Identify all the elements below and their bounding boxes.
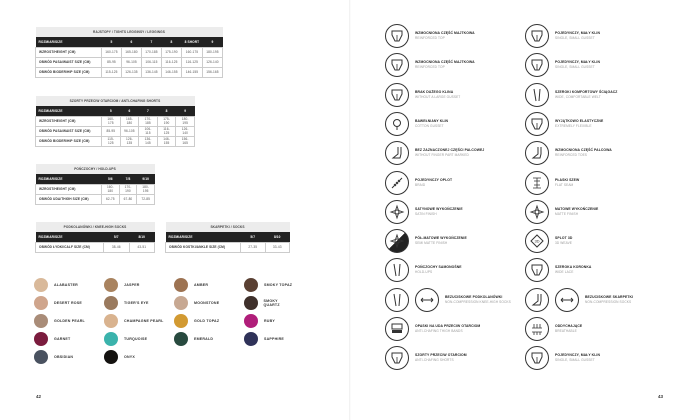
cell: 115-125 — [102, 67, 122, 77]
feature-label-pl: WYJĄTKOWO ELASTYCZNE — [555, 118, 604, 123]
feature-label-en: WITHOUT FINGER PART MARKED — [415, 153, 469, 158]
cell: 116-125 — [181, 57, 202, 67]
breathable-icon — [525, 317, 549, 341]
page-number: 43 — [658, 394, 664, 399]
color-dot — [34, 278, 48, 292]
cell: 175-190 — [157, 116, 176, 126]
cell: 160-175 — [181, 47, 202, 57]
color-name: SAPPHIRE — [264, 337, 284, 341]
table-caption: PODKOLANÓWKI / KNEE-HIGH SOCKS — [36, 222, 155, 232]
feature-label-en: EXTREMELY FLEXIBLE — [555, 123, 592, 128]
color-dot — [104, 278, 118, 292]
cell: 170-185 — [139, 116, 158, 126]
table-row — [36, 136, 195, 146]
color-swatch — [34, 350, 73, 364]
cell: 156-165 — [202, 67, 222, 77]
color-name: SMOKY QUARTZ — [263, 299, 280, 307]
cell: 175-190 — [161, 47, 181, 57]
cell: 67-80 — [119, 194, 137, 204]
feature-label-en: REINFORCED TOP — [415, 36, 445, 40]
cell: 126-135 — [120, 136, 139, 146]
table-row — [36, 57, 223, 67]
feature-label-en: MATTE FINISH — [555, 211, 579, 216]
header-cell: 8/10 — [129, 232, 155, 242]
feature-label-en: NON-COMPRESSION SOCKS — [585, 299, 632, 304]
feature-item — [385, 317, 480, 341]
color-name: TIGER'S EYE — [124, 301, 149, 305]
feature-label-en: REINFORCED TOES — [555, 153, 588, 158]
color-dot — [244, 278, 258, 292]
color-name: EMERALD — [194, 337, 214, 341]
cell: 96-105 — [120, 126, 139, 136]
feature-item — [525, 141, 612, 165]
socks-size-table — [165, 222, 290, 253]
feature-label-en: SINGLE, SMALL GUSSET — [555, 65, 595, 70]
table-row — [36, 116, 195, 126]
feature-label-en: ANTI-CHAFING THIGH BANDS — [415, 329, 463, 333]
satin-sparkle-icon — [385, 200, 409, 224]
cell: 146-155 — [181, 67, 202, 77]
feature-label-pl: WZMOCNIONA CZĘŚĆ MAJTKOWA — [415, 31, 475, 35]
color-name: GOLDEN PEARL — [54, 319, 85, 323]
color-name: JASPER — [124, 283, 140, 287]
foot-icon — [385, 141, 409, 165]
color-name: RUBY — [264, 319, 275, 323]
cell: 126-140 — [176, 126, 195, 136]
header-cell: ROZMIAR/SIZE — [36, 37, 102, 47]
color-name: TURQUOISE — [124, 337, 148, 341]
feature-label-pl: POJEDYNCZY, MAŁY KLIN — [555, 31, 600, 35]
header-cell: 5 — [102, 37, 122, 47]
color-dot — [174, 332, 188, 346]
cell: 180-195 — [176, 116, 195, 126]
cell: 165-180 — [120, 116, 139, 126]
feature-item — [385, 346, 467, 370]
feature-label-pl: MATOWE WYKOŃCZENIE — [555, 206, 599, 211]
color-name: ONYX — [124, 355, 135, 359]
feature-label-pl: BEZUCISKOWE SKARPETKI — [585, 294, 634, 299]
feature-label-pl: ODDYCHAJĄCE — [555, 324, 583, 328]
svg-text:3D: 3D — [534, 238, 540, 244]
feature-label-pl: OPASKI NA UDA PRZECIW OTARCIOM — [415, 324, 481, 328]
feature-label-pl: PŁASKI SZEW — [555, 177, 580, 182]
feature-item — [385, 288, 511, 312]
feature-label-pl: SZEROKI KOMFORTOWY ŚCIĄGACZ — [555, 89, 618, 94]
3d-weave-icon — [525, 229, 549, 253]
feature-item — [525, 200, 598, 224]
wide-welt-icon — [525, 83, 549, 107]
header-cell: 5/6 — [102, 174, 120, 184]
row-label: OBWÓD PASA/WAIST SIZE (CM) — [36, 57, 102, 67]
feature-label-pl: PÓŁ-MATOWE WYKOŃCZENIE — [415, 236, 467, 241]
feature-label-en: WIDE LACE — [555, 270, 574, 275]
header-cell: 5/7 — [241, 232, 266, 242]
table-row — [166, 242, 290, 252]
feature-label-pl: WZMOCNIONA CZĘŚĆ MAJTKOWA — [415, 60, 475, 65]
table-row — [36, 184, 155, 194]
color-swatch — [34, 332, 70, 346]
feature-label-en: SEMI MATTE FINISH — [415, 241, 448, 246]
header-cell: 8 SHORT — [181, 37, 202, 47]
feature-label-pl: SZEROKA KORONKA — [555, 265, 592, 270]
header-cell: 5/7 — [104, 232, 130, 242]
color-name: ALABASTER — [54, 283, 78, 287]
feature-item — [525, 258, 591, 282]
cell: 136-145 — [141, 67, 161, 77]
feature-label-pl: POJEDYNCZY OPLOT — [415, 177, 453, 182]
cell: 62-75 — [102, 194, 120, 204]
header-cell: 9 — [202, 37, 222, 47]
feature-item — [385, 171, 452, 195]
color-dot — [104, 296, 118, 310]
row-label: OBWÓD PASA/WAIST SIZE (CM) — [36, 126, 102, 136]
color-swatch — [34, 314, 85, 328]
cell: 85-95 — [102, 126, 121, 136]
cell: 180-195 — [202, 47, 222, 57]
color-dot — [104, 332, 118, 346]
color-name: SMOKY TOPAZ — [264, 283, 293, 287]
feature-item — [525, 24, 600, 48]
color-name: DESERT ROSE — [54, 301, 82, 305]
feature-item — [525, 112, 603, 136]
color-dot — [34, 314, 48, 328]
header-cell: 8/10 — [265, 232, 290, 242]
feature-item — [525, 53, 600, 77]
small-gusset-icon — [525, 53, 549, 77]
shorts-size-table — [35, 96, 195, 147]
table-row — [36, 67, 223, 77]
cell: 38-46 — [104, 242, 130, 252]
sock-compression-icon — [555, 288, 579, 312]
cell: 126-140 — [202, 57, 222, 67]
cell: 116-125 — [157, 126, 176, 136]
feature-label-pl: POŃCZOCHY SAMONOŚNE — [415, 265, 462, 270]
color-swatch — [104, 314, 163, 328]
cell: 165-180 — [121, 47, 141, 57]
header-cell: 8 — [157, 106, 176, 116]
wide-lace-icon — [525, 258, 549, 282]
color-name: MOONSTONE — [194, 301, 220, 305]
feature-label-pl: POJEDYNCZY, MAŁY KLIN — [555, 60, 600, 65]
knee-high-size-table — [35, 222, 155, 253]
reinforced-toes-icon — [525, 141, 549, 165]
header-cell: 8 — [161, 37, 181, 47]
cell: 170-185 — [141, 47, 161, 57]
cell: 160-175 — [102, 47, 122, 57]
color-name: CHAMPAGNE PEARL — [124, 319, 164, 323]
table-caption: POŃCZOCHY / HOLD-UPS — [36, 164, 155, 174]
header-cell: ROZMIAR/SIZE — [36, 232, 104, 242]
right-page — [350, 0, 700, 420]
header-cell: 9 — [176, 106, 195, 116]
cell: 146-155 — [157, 136, 176, 146]
feature-item — [385, 141, 484, 165]
small-gusset-icon — [525, 24, 549, 48]
cell: 170-190 — [119, 184, 137, 194]
table-caption: SKARPETKI / SOCKS — [166, 222, 290, 232]
reinforced-top-gusset-icon — [385, 53, 409, 77]
knee-sock-compression-icon — [415, 288, 439, 312]
table-row — [36, 47, 223, 57]
color-swatch — [244, 296, 294, 310]
row-label: OBWÓD UDA/THIGH SIZE (CM) — [36, 194, 102, 204]
cell: 43-51 — [129, 242, 155, 252]
cell: 115-125 — [102, 136, 121, 146]
header-cell: 6 — [120, 106, 139, 116]
feature-item — [525, 83, 617, 107]
header-cell: 7 — [141, 37, 161, 47]
feature-item — [385, 83, 460, 107]
color-dot — [174, 314, 188, 328]
feature-label-en: SINGLE, SMALL GUSSET — [555, 36, 595, 40]
color-swatch — [174, 332, 213, 346]
row-label: WZROST/HEIGHT (CM) — [36, 116, 102, 126]
matte-sparkle-icon — [525, 200, 549, 224]
cell: 106-115 — [139, 126, 158, 136]
cell: 156-165 — [176, 136, 195, 146]
cell: 106-115 — [141, 57, 161, 67]
row-label: OBWÓD KOSTKI/ANKLE SIZE (CM) — [166, 242, 241, 252]
feature-label-en: 3D WEAVE — [555, 241, 573, 246]
feature-item — [385, 258, 462, 282]
reinforced-top-icon — [385, 24, 409, 48]
header-cell: ROZMIAR/SIZE — [36, 106, 102, 116]
cell: 160-180 — [102, 184, 120, 194]
feature-label-en: WIDE, COMFORTABLE WELT — [555, 94, 601, 99]
color-name: OBSIDIAN — [54, 355, 74, 359]
table-row — [36, 242, 155, 252]
cell: 85-95 — [102, 57, 122, 67]
header-cell: 5 — [102, 106, 121, 116]
feature-label-en: SINGLE, SMALL GUSSET — [555, 358, 595, 363]
cell: 27-35 — [241, 242, 266, 252]
color-swatch — [104, 278, 140, 292]
color-name: AMBER — [194, 283, 209, 287]
color-swatch — [174, 296, 219, 310]
header-cell: ROZMIAR/SIZE — [166, 232, 241, 242]
feature-label-en: COTTON GUSSET — [415, 123, 444, 128]
color-dot — [174, 278, 188, 292]
feature-item — [385, 229, 467, 253]
sock-icon — [525, 288, 549, 312]
cotton-icon — [385, 112, 409, 136]
tights-size-table — [35, 27, 223, 78]
color-swatch — [104, 296, 149, 310]
header-cell: 6 — [121, 37, 141, 47]
cell: 33-43 — [265, 242, 290, 252]
row-label: OBWÓD BIODER/HIP SIZE (CM) — [36, 136, 102, 146]
feature-item — [525, 346, 600, 370]
color-dot — [244, 314, 258, 328]
cell: 126-135 — [121, 67, 141, 77]
feature-label-en: ANTI-CHAFING SHORTS — [415, 358, 454, 363]
table-caption: SZORTY PRZECIW OTARCIOM / ANTI-CHAFING SHORTS — [36, 96, 195, 106]
holdups-size-table — [35, 164, 155, 205]
feature-item — [385, 112, 448, 136]
header-cell: 7 — [139, 106, 158, 116]
feature-label-en: FLAT SEAM — [555, 182, 574, 187]
header-cell: 7/8 — [119, 174, 137, 184]
header-cell: ROZMIAR/SIZE — [36, 174, 102, 184]
color-dot — [244, 296, 258, 310]
feature-item — [525, 229, 572, 253]
color-dot — [104, 314, 118, 328]
feature-label-pl: WZMOCNIONA CZĘŚĆ PALCOWA — [555, 148, 612, 153]
no-gusset-icon — [385, 83, 409, 107]
color-swatch — [244, 278, 292, 292]
color-name: GARNET — [54, 337, 71, 341]
color-dot — [244, 332, 258, 346]
small-gusset-icon — [525, 346, 549, 370]
feature-label-en: WITHOUT A LARGE GUSSET — [415, 94, 461, 99]
feature-item — [525, 317, 582, 341]
color-swatch — [34, 278, 78, 292]
cell: 72-85 — [137, 194, 155, 204]
cell: 160-175 — [102, 116, 121, 126]
feature-label-en: HOLD-UPS — [415, 270, 433, 275]
color-dot — [34, 350, 48, 364]
feature-label-pl: SZORTY PRZECIW OTARCIOM — [415, 353, 467, 358]
feature-item — [385, 53, 475, 77]
cell: 116-125 — [161, 57, 181, 67]
row-label: OBWÓD ŁYDKI/CALF SIZE (CM) — [36, 242, 104, 252]
braid-icon — [385, 171, 409, 195]
table-row — [36, 194, 155, 204]
feature-label-pl: BEZ ZAZNACZONEJ CZĘŚCI PALCOWEJ — [415, 148, 485, 153]
row-label: WZROST/HEIGHT (CM) — [36, 47, 102, 57]
color-swatch — [174, 314, 219, 328]
feature-label-en: NON-COMPRESSION KNEE-HIGH SOCKS — [445, 299, 511, 304]
row-label: OBWÓD BIODER/HIP SIZE (CM) — [36, 67, 102, 77]
color-swatch — [104, 350, 135, 364]
feature-label-en: BREATHABLE — [555, 329, 577, 333]
semi-matte-icon — [385, 229, 409, 253]
table-row — [36, 126, 195, 136]
feature-label-en: REINFORCED TOP — [415, 65, 445, 70]
color-dot — [174, 296, 188, 310]
color-swatch — [34, 296, 82, 310]
feature-item — [525, 171, 579, 195]
feature-label-pl: POJEDYNCZY, MAŁY KLIN — [555, 353, 600, 358]
page-number: 42 — [36, 394, 42, 399]
knee-sock-icon — [385, 288, 409, 312]
color-dot — [34, 332, 48, 346]
cell: 146-155 — [161, 67, 181, 77]
color-dot — [104, 350, 118, 364]
header-cell: 9/10 — [137, 174, 155, 184]
row-label: WZROST/HEIGHT (CM) — [36, 184, 102, 194]
color-swatch — [244, 332, 284, 346]
color-swatch — [244, 314, 275, 328]
cell: 180-195 — [137, 184, 155, 194]
feature-item — [385, 200, 463, 224]
thigh-bands-icon — [385, 317, 409, 341]
feature-label-pl: BRAK DUŻEGO KLINA — [415, 89, 454, 94]
cell: 96-105 — [121, 57, 141, 67]
table-caption: RAJSTOPY / TIGHTS LEGGINSY / LEGGINGS — [36, 27, 223, 37]
cell: 136-145 — [139, 136, 158, 146]
feature-label-pl: SPLOT 3D — [555, 236, 573, 241]
feature-label-pl: BEZUCISKOWE PODKOLANÓWKI — [445, 294, 503, 299]
feature-item — [385, 24, 475, 48]
color-swatch — [104, 332, 147, 346]
feature-item — [525, 288, 633, 312]
flexible-icon — [525, 112, 549, 136]
shorts-icon — [385, 346, 409, 370]
feature-label-pl: SATYNOWE WYKOŃCZENIE — [415, 206, 463, 211]
color-dot — [34, 296, 48, 310]
feature-label-pl: BAWEŁNIANY KLIN — [415, 118, 449, 123]
feature-label-en: SATIN FINISH — [415, 211, 437, 216]
color-name: GOLD TOPAZ — [194, 319, 220, 323]
flat-seam-icon — [525, 171, 549, 195]
color-swatch — [174, 278, 208, 292]
feature-label-en: BRAID — [415, 182, 426, 187]
hold-ups-icon — [385, 258, 409, 282]
